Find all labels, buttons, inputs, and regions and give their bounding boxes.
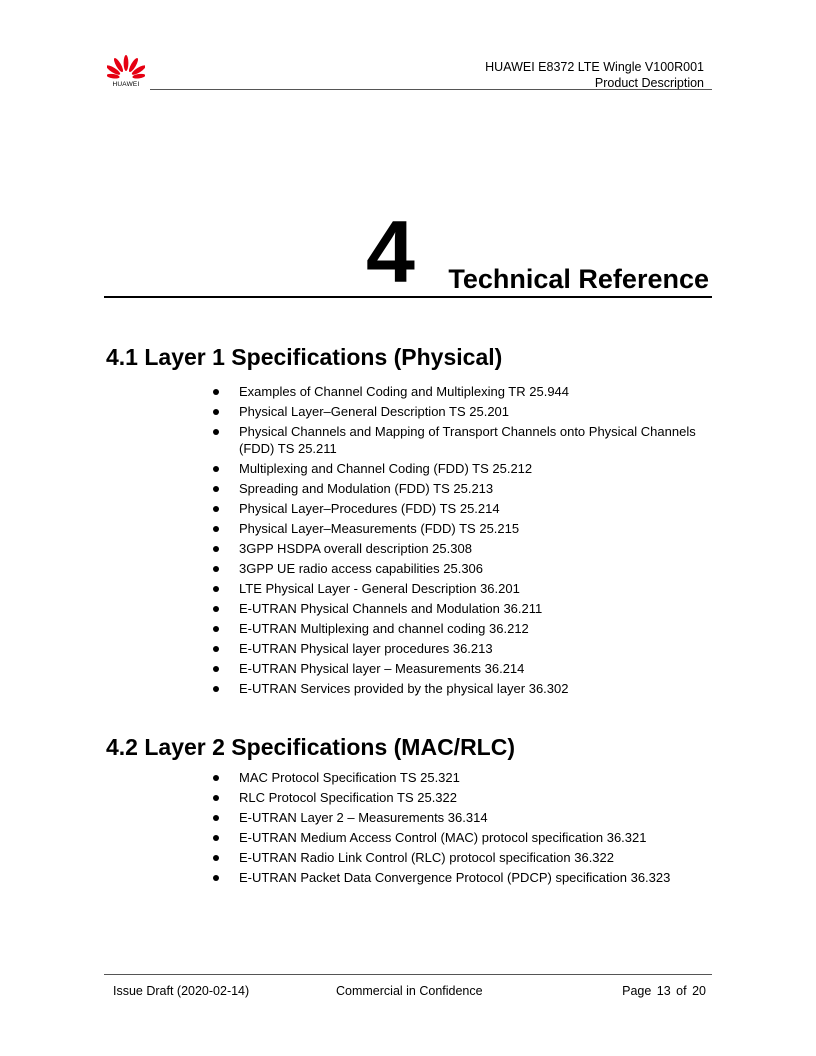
footer-divider	[104, 974, 712, 975]
layer1-spec-list	[239, 383, 719, 700]
list-item: E-UTRAN Packet Data Convergence Protocol (PDCP) specification 36.323	[239, 869, 719, 886]
list-item: Examples of Channel Coding and Multiplexing TR 25.944	[239, 383, 719, 400]
list-item: Physical Layer–Procedures (FDD) TS 25.214	[239, 500, 719, 517]
list-item: E-UTRAN Physical Channels and Modulation 36.211	[239, 600, 719, 617]
list-item: E-UTRAN Services provided by the physical layer 36.302	[239, 680, 719, 697]
product-line: HUAWEI E8372 LTE Wingle V100R001	[485, 60, 704, 74]
list-item: MAC Protocol Specification TS 25.321	[239, 769, 719, 786]
chapter-title: Technical Reference	[448, 264, 709, 294]
list-item: E-UTRAN Medium Access Control (MAC) protocol specification 36.321	[239, 829, 719, 846]
list-item: RLC Protocol Specification TS 25.322	[239, 789, 719, 806]
huawei-petals-icon	[107, 55, 145, 80]
list-item: E-UTRAN Physical layer – Measurements 36.214	[239, 660, 719, 677]
footer-confidentiality: Commercial in Confidence	[336, 984, 483, 998]
doc-type: Product Description	[594, 76, 704, 90]
chapter-divider	[104, 296, 712, 298]
list-item: Physical Layer–Measurements (FDD) TS 25.215	[239, 520, 719, 537]
huawei-logo	[104, 55, 148, 89]
section-title-layer2: 4.2 Layer 2 Specifications (MAC/RLC)	[106, 734, 515, 760]
list-item: Multiplexing and Channel Coding (FDD) TS 25.212	[239, 460, 719, 477]
footer-issue: Issue Draft (2020-02-14)	[113, 984, 250, 998]
layer2-spec-list	[239, 769, 719, 889]
footer-page-number: Page 13 of 20	[622, 984, 706, 998]
list-item: E-UTRAN Radio Link Control (RLC) protocol specification 36.322	[239, 849, 719, 866]
chapter-number: 4	[366, 202, 415, 301]
running-header	[485, 59, 704, 91]
list-item: Physical Channels and Mapping of Transport Channels onto Physical Channels (FDD) TS 25.211	[239, 423, 719, 457]
section-title-layer1: 4.1 Layer 1 Specifications (Physical)	[106, 344, 503, 370]
list-item: Physical Layer–General Description TS 25.201	[239, 403, 719, 420]
list-item: E-UTRAN Layer 2 – Measurements 36.314	[239, 809, 719, 826]
list-item: E-UTRAN Physical layer procedures 36.213	[239, 640, 719, 657]
logo-text: HUAWEI	[112, 81, 140, 88]
list-item: E-UTRAN Multiplexing and channel coding 36.212	[239, 620, 719, 637]
header-divider	[150, 89, 712, 90]
list-item: Spreading and Modulation (FDD) TS 25.213	[239, 480, 719, 497]
list-item: LTE Physical Layer - General Description 36.201	[239, 580, 719, 597]
list-item: 3GPP HSDPA overall description 25.308	[239, 540, 719, 557]
list-item: 3GPP UE radio access capabilities 25.306	[239, 560, 719, 577]
